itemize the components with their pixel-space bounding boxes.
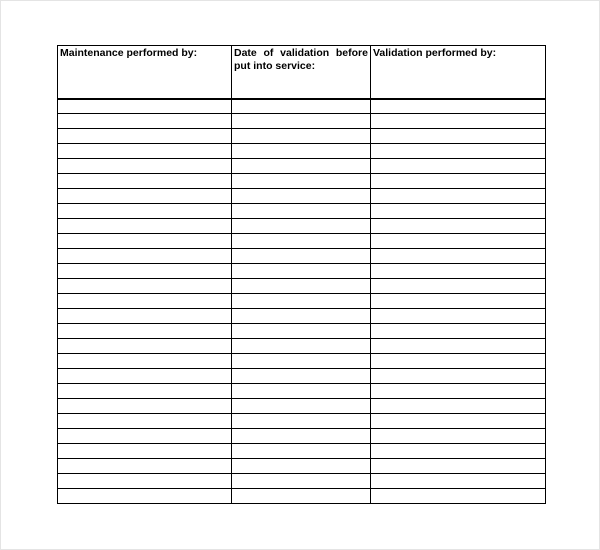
- maintenance-validation-log-table: [57, 45, 546, 504]
- validation-date-cell[interactable]: [232, 489, 371, 504]
- maintenance-performed-by-cell[interactable]: [58, 189, 232, 204]
- table-row: [58, 129, 546, 144]
- table-row: [58, 294, 546, 309]
- header-date-of-validation: Date of validation before put into service:: [232, 46, 371, 99]
- table-row: [58, 399, 546, 414]
- validation-performed-by-cell[interactable]: [371, 204, 546, 219]
- validation-date-cell[interactable]: [232, 459, 371, 474]
- table-row: [58, 189, 546, 204]
- validation-date-cell[interactable]: [232, 429, 371, 444]
- table-row: [58, 174, 546, 189]
- table-row: [58, 204, 546, 219]
- table-row: [58, 414, 546, 429]
- validation-performed-by-cell[interactable]: [371, 189, 546, 204]
- validation-date-cell[interactable]: [232, 414, 371, 429]
- validation-performed-by-cell[interactable]: [371, 339, 546, 354]
- table-row: [58, 144, 546, 159]
- validation-performed-by-cell[interactable]: [371, 384, 546, 399]
- maintenance-performed-by-cell[interactable]: [58, 159, 232, 174]
- maintenance-performed-by-cell[interactable]: [58, 294, 232, 309]
- maintenance-performed-by-cell[interactable]: [58, 339, 232, 354]
- table-row: [58, 234, 546, 249]
- validation-date-cell[interactable]: [232, 219, 371, 234]
- validation-performed-by-cell[interactable]: [371, 264, 546, 279]
- validation-performed-by-cell[interactable]: [371, 354, 546, 369]
- table-row: [58, 354, 546, 369]
- maintenance-performed-by-cell[interactable]: [58, 489, 232, 504]
- validation-performed-by-cell[interactable]: [371, 399, 546, 414]
- maintenance-performed-by-cell[interactable]: [58, 429, 232, 444]
- maintenance-performed-by-cell[interactable]: [58, 144, 232, 159]
- header-maintenance-performed-by: Maintenance performed by:: [58, 46, 232, 99]
- validation-date-cell[interactable]: [232, 204, 371, 219]
- validation-performed-by-cell[interactable]: [371, 144, 546, 159]
- table-row: [58, 249, 546, 264]
- validation-date-cell[interactable]: [232, 399, 371, 414]
- table-row: [58, 429, 546, 444]
- validation-performed-by-cell[interactable]: [371, 99, 546, 114]
- validation-date-cell[interactable]: [232, 144, 371, 159]
- validation-performed-by-cell[interactable]: [371, 369, 546, 384]
- validation-performed-by-cell[interactable]: [371, 114, 546, 129]
- validation-performed-by-cell[interactable]: [371, 324, 546, 339]
- table-row: [58, 459, 546, 474]
- validation-date-cell[interactable]: [232, 354, 371, 369]
- validation-performed-by-cell[interactable]: [371, 159, 546, 174]
- table-row: [58, 474, 546, 489]
- maintenance-performed-by-cell[interactable]: [58, 279, 232, 294]
- validation-date-cell[interactable]: [232, 159, 371, 174]
- validation-date-cell[interactable]: [232, 99, 371, 114]
- validation-performed-by-cell[interactable]: [371, 279, 546, 294]
- validation-date-cell[interactable]: [232, 309, 371, 324]
- header-validation-performed-by: Validation performed by:: [371, 46, 546, 99]
- validation-date-cell[interactable]: [232, 174, 371, 189]
- validation-performed-by-cell[interactable]: [371, 129, 546, 144]
- table-body: [58, 99, 546, 504]
- maintenance-performed-by-cell[interactable]: [58, 444, 232, 459]
- validation-performed-by-cell[interactable]: [371, 444, 546, 459]
- table-row: [58, 489, 546, 504]
- maintenance-performed-by-cell[interactable]: [58, 459, 232, 474]
- maintenance-performed-by-cell[interactable]: [58, 129, 232, 144]
- maintenance-performed-by-cell[interactable]: [58, 324, 232, 339]
- validation-date-cell[interactable]: [232, 324, 371, 339]
- validation-performed-by-cell[interactable]: [371, 489, 546, 504]
- table-row: [58, 444, 546, 459]
- maintenance-performed-by-cell[interactable]: [58, 354, 232, 369]
- table-row: [58, 309, 546, 324]
- maintenance-performed-by-cell[interactable]: [58, 264, 232, 279]
- validation-performed-by-cell[interactable]: [371, 474, 546, 489]
- maintenance-performed-by-cell[interactable]: [58, 174, 232, 189]
- validation-performed-by-cell[interactable]: [371, 249, 546, 264]
- table-row: [58, 99, 546, 114]
- maintenance-performed-by-cell[interactable]: [58, 204, 232, 219]
- validation-performed-by-cell[interactable]: [371, 174, 546, 189]
- validation-date-cell[interactable]: [232, 474, 371, 489]
- validation-performed-by-cell[interactable]: [371, 234, 546, 249]
- maintenance-performed-by-cell[interactable]: [58, 99, 232, 114]
- validation-date-cell[interactable]: [232, 129, 371, 144]
- maintenance-performed-by-cell[interactable]: [58, 369, 232, 384]
- validation-performed-by-cell[interactable]: [371, 309, 546, 324]
- validation-date-cell[interactable]: [232, 279, 371, 294]
- validation-date-cell[interactable]: [232, 264, 371, 279]
- maintenance-performed-by-cell[interactable]: [58, 309, 232, 324]
- table-row: [58, 369, 546, 384]
- validation-date-cell[interactable]: [232, 444, 371, 459]
- validation-date-cell[interactable]: [232, 234, 371, 249]
- table-header-row: [58, 46, 546, 99]
- table-row: [58, 384, 546, 399]
- maintenance-performed-by-cell[interactable]: [58, 249, 232, 264]
- validation-date-cell[interactable]: [232, 369, 371, 384]
- validation-performed-by-cell[interactable]: [371, 429, 546, 444]
- validation-date-cell[interactable]: [232, 249, 371, 264]
- table-row: [58, 279, 546, 294]
- table-row: [58, 264, 546, 279]
- table-row: [58, 219, 546, 234]
- maintenance-performed-by-cell[interactable]: [58, 384, 232, 399]
- maintenance-performed-by-cell[interactable]: [58, 114, 232, 129]
- table-row: [58, 324, 546, 339]
- table-row: [58, 114, 546, 129]
- validation-date-cell[interactable]: [232, 294, 371, 309]
- maintenance-performed-by-cell[interactable]: [58, 414, 232, 429]
- maintenance-performed-by-cell[interactable]: [58, 474, 232, 489]
- validation-date-cell[interactable]: [232, 114, 371, 129]
- validation-performed-by-cell[interactable]: [371, 414, 546, 429]
- table-row: [58, 339, 546, 354]
- validation-date-cell[interactable]: [232, 384, 371, 399]
- maintenance-performed-by-cell[interactable]: [58, 219, 232, 234]
- validation-date-cell[interactable]: [232, 339, 371, 354]
- validation-performed-by-cell[interactable]: [371, 294, 546, 309]
- maintenance-performed-by-cell[interactable]: [58, 234, 232, 249]
- table-row: [58, 159, 546, 174]
- validation-performed-by-cell[interactable]: [371, 219, 546, 234]
- maintenance-performed-by-cell[interactable]: [58, 399, 232, 414]
- validation-date-cell[interactable]: [232, 189, 371, 204]
- validation-performed-by-cell[interactable]: [371, 459, 546, 474]
